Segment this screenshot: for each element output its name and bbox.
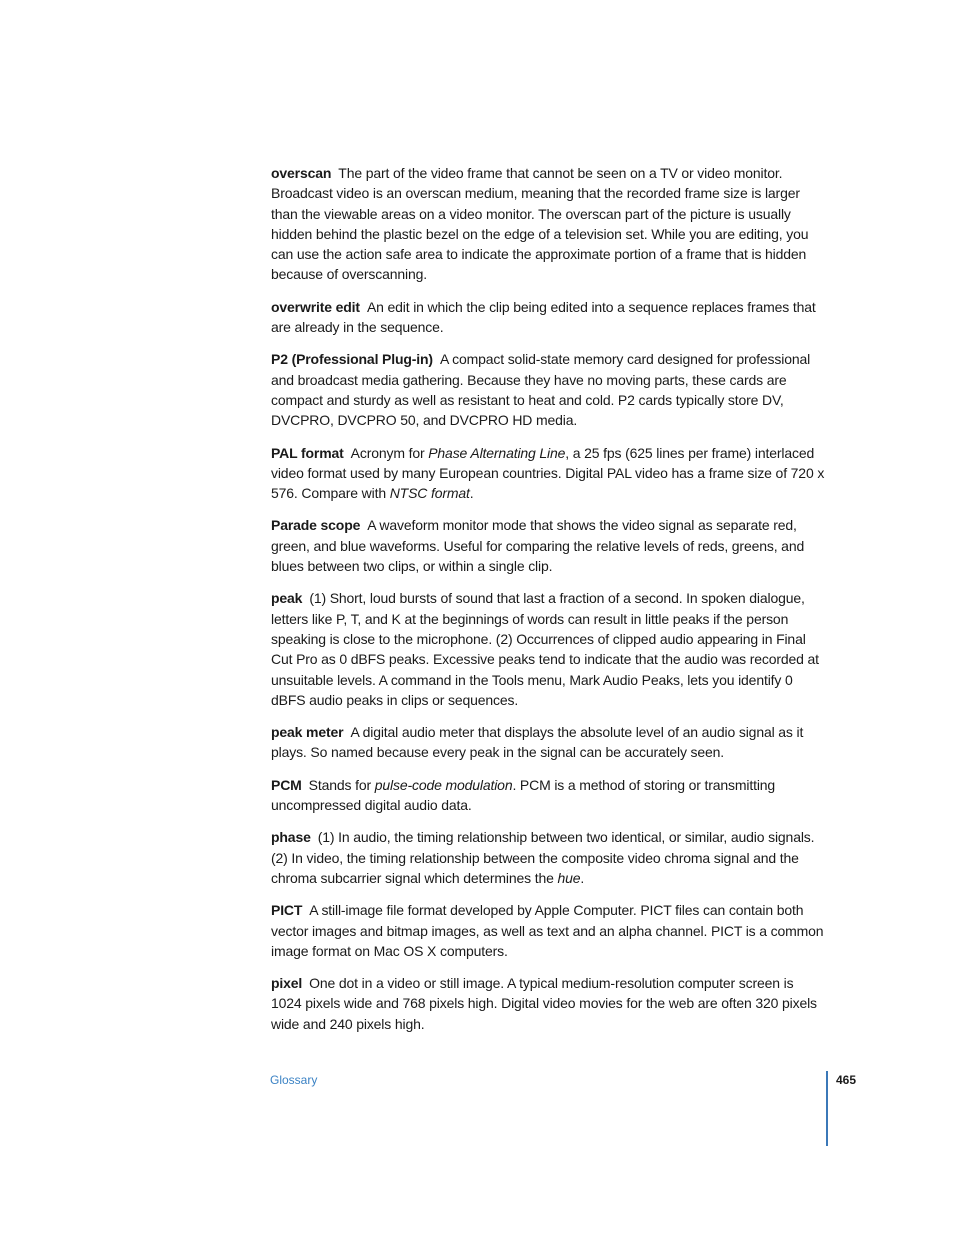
glossary-definition: A compact solid-state memory card designed for professional and broadcast media gathering. Because they have no moving parts, these cards are compact and sturdy as well as resistant to heat and cold. P2 cards typically store DV, DVCPRO, DVCPRO 50, and DVCPRO HD media.	[271, 351, 811, 429]
glossary-definition: An edit in which the clip being edited into a sequence replaces frames that are already in the sequence.	[271, 298, 816, 336]
glossary-term: overscan	[271, 165, 332, 181]
glossary-entries	[271, 163, 827, 1046]
glossary-entry	[271, 163, 827, 285]
glossary-term: PICT	[271, 902, 303, 919]
glossary-term: Parade scope	[271, 517, 361, 534]
glossary-definition: A waveform monitor mode that shows the video signal as separate red, green, and blue waveforms. Useful for comparing the relative levels of reds, greens, and blues between two clips, or within a single clip.	[271, 517, 805, 575]
glossary-definition: (1) In audio, the timing relationship between two identical, or similar, audio signals. (2) In video, the timing relationship between the composite video chroma signal and the chroma subcarrier signal which determines the	[271, 829, 815, 886]
glossary-definition: The part of the video frame that cannot be seen on a TV or video monitor. Broadcast video is an overscan medium, meaning that the recorded frame size is larger than the viewable areas on a video monitor. The overscan part of the picture is usually hidden behind the plastic bezel on the edge of a television set. While you are editing, you can use the action safe area to indicate the approximate portion of a frame that is hidden because of overscanning.	[271, 165, 809, 283]
glossary-entry	[271, 349, 827, 430]
glossary-term: P2 (Professional Plug-in)	[271, 351, 433, 368]
glossary-term: pixel	[271, 975, 303, 992]
glossary-term: peak	[271, 590, 303, 607]
glossary-reference: NTSC format	[389, 485, 470, 502]
glossary-term: PCM	[271, 776, 302, 793]
glossary-definition: . PCM is a method of storing or transmitting uncompressed digital audio data.	[271, 776, 776, 814]
glossary-entry	[271, 827, 827, 888]
glossary-entry	[271, 515, 827, 576]
glossary-definition: .	[580, 869, 585, 886]
glossary-entry	[271, 900, 827, 961]
glossary-definition: A digital audio meter that displays the absolute level of an audio signal as it plays. So named because every peak in the signal can be accurately seen.	[271, 724, 804, 761]
glossary-definition: One dot in a video or still image. A typical medium-resolution computer screen is 1024 pixels wide and 768 pixels high. Digital video movies for the web are often 320 pixels wide and 240 pixels high.	[271, 975, 817, 1032]
glossary-term: overwrite edit	[271, 298, 360, 315]
glossary-term: PAL format	[271, 444, 344, 461]
glossary-reference: Phase Alternating Line	[428, 444, 566, 461]
glossary-reference: hue	[557, 869, 581, 886]
glossary-term: phase	[271, 829, 311, 846]
glossary-definition: Acronym for	[350, 444, 429, 461]
glossary-definition: Stands for	[308, 776, 375, 793]
glossary-entry	[271, 775, 827, 816]
glossary-entry	[271, 722, 827, 763]
glossary-term: peak meter	[271, 724, 344, 741]
glossary-entry	[271, 588, 827, 710]
glossary-reference: pulse-code modulation	[374, 776, 513, 793]
glossary-definition: (1) Short, loud bursts of sound that last a fraction of a second. In spoken dialogue, letters like P, T, and K at the beginnings of words can result in little peaks if the person speaking is close to the microphone. (2) Occurrences of clipped audio appearing in Final Cut Pro as 0 dBFS peaks. Excessive peaks tend to indicate that the audio was recorded at unsuitable levels. A command in the Tools menu, Mark Audio Peaks, lets you identify 0 dBFS audio peaks in clips or sequences.	[271, 590, 819, 708]
footer-divider	[826, 1071, 828, 1146]
glossary-definition: , a 25 fps (625 lines per frame) interlaced video format used by many European countries. Digital PAL video has a frame size of 720 x 576. Compare with	[271, 444, 825, 502]
footer-section-link[interactable]: Glossary	[270, 1073, 318, 1087]
glossary-entry	[271, 297, 827, 338]
glossary-definition: A still-image file format developed by Apple Computer. PICT files can contain both vector images and bitmap images, as well as text and an alpha channel. PICT is a common image format on Mac OS X computers.	[271, 902, 824, 959]
glossary-entry	[271, 973, 827, 1034]
glossary-entry	[271, 443, 827, 504]
page-number: 465	[836, 1073, 857, 1087]
glossary-definition: .	[469, 485, 474, 502]
